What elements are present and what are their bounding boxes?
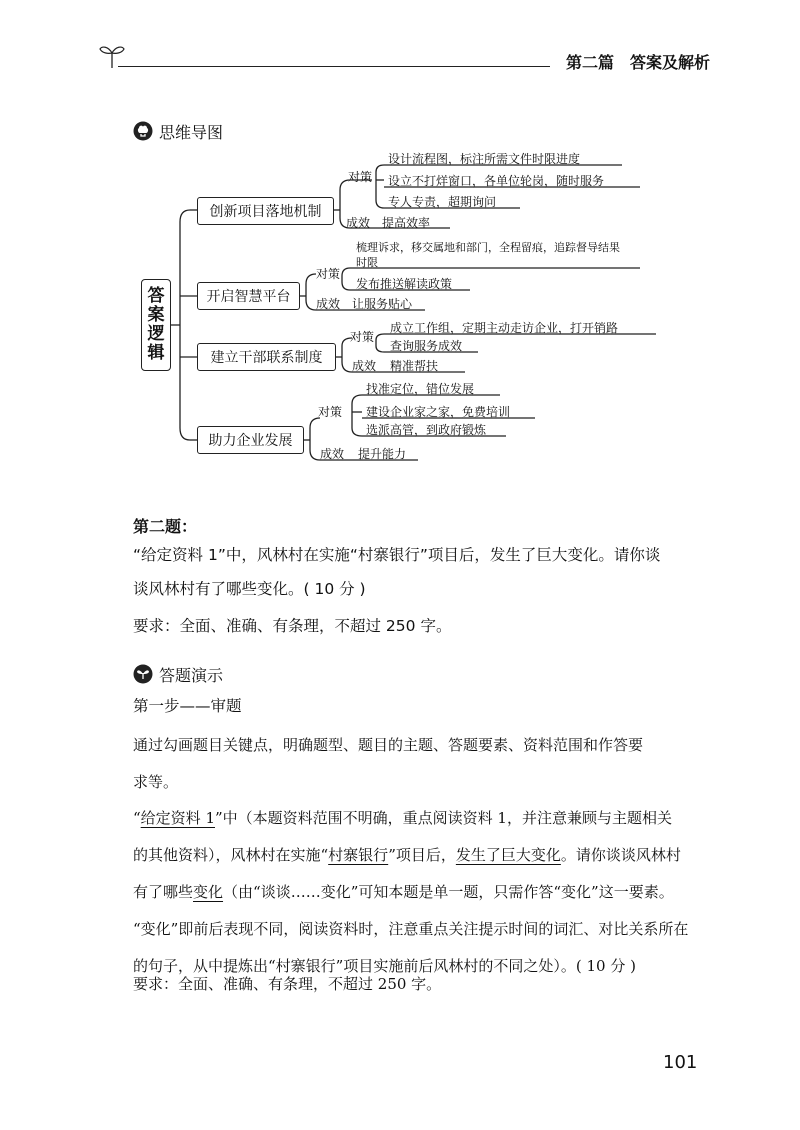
strategy-item: 找准定位，错位发展	[366, 382, 475, 396]
effect-item: 精准帮扶	[390, 359, 439, 373]
question-text	[133, 538, 713, 606]
effect-label: 成效	[346, 216, 371, 230]
mindmap-section-title: 思维导图	[159, 123, 224, 142]
p2-line-1	[133, 800, 733, 837]
p2-line-4: “变化”即前后表现不同，阅读资料时，注意重点关注提示时间的词汇、对比关系所在	[133, 920, 689, 938]
mindmap-branch-3	[197, 343, 336, 371]
underlined-keyword: 给定资料 1	[140, 809, 215, 827]
branch-label: 助力企业发展	[208, 433, 293, 449]
strategy-item: 专人专责，超期询问	[388, 195, 497, 209]
strategy-label: 对策	[318, 405, 343, 419]
text: 的其他资料），风林村在实施“	[133, 846, 329, 864]
effect-item: 提升能力	[358, 447, 407, 461]
mindmap-root	[141, 279, 171, 371]
strategy-item: 选派高管，到政府锻炼	[366, 423, 487, 437]
page-number: 101	[663, 1052, 698, 1073]
effect-item: 提高效率	[382, 216, 431, 230]
sprout-badge-icon	[133, 664, 153, 684]
text: 。请你谈谈风林村	[560, 846, 681, 864]
demo-paragraph-1	[133, 727, 713, 801]
strategy-label: 对策	[316, 267, 341, 281]
mindmap-root-label: 答案逻辑	[147, 286, 165, 363]
text: 有了哪些	[133, 883, 194, 901]
page-header-title: 第二篇 答案及解析	[566, 53, 711, 72]
demo-step: 第一步——审题	[133, 697, 242, 715]
question-line-1: “给定资料 1”中，风林村在实施“村寨银行”项目后，发生了巨大变化。请你谈	[133, 546, 661, 564]
underlined-keyword: 发生了巨大变化	[455, 846, 561, 864]
underlined-keyword: 变化	[193, 883, 224, 901]
effect-label: 成效	[320, 447, 345, 461]
strategy-label: 对策	[350, 330, 375, 344]
effect-item: 让服务贴心	[352, 297, 413, 311]
question-requirement: 要求：全面、准确、有条理，不超过 250 字。	[133, 617, 452, 635]
demo-section-title: 答题演示	[159, 666, 224, 685]
branch-label: 建立干部联系制度	[210, 350, 323, 366]
mindmap-branch-1	[197, 197, 334, 225]
effect-label: 成效	[352, 359, 377, 373]
p2-line-5: 的句子，从中提炼出“村寨银行”项目实施前后风林村的不同之处）。( 10 分 )	[133, 957, 636, 975]
strategy-item: 梳理诉求，移交属地和部门，全程留痕，追踪督导结果时限	[356, 241, 620, 269]
strategy-item: 发布推送解读政策	[356, 277, 453, 291]
strategy-label: 对策	[348, 170, 373, 184]
strategy-item: 成立工作组，定期主动走访企业，打开销路	[390, 321, 619, 335]
demo-requirement: 要求：全面、准确、有条理，不超过 250 字。	[133, 975, 442, 993]
text: （由“谈谈……变化”可知本题是单一题，只需作答“变化”这一要素。	[223, 883, 674, 901]
mindmap-branch-2	[197, 282, 300, 310]
p2-line-3	[133, 874, 733, 911]
strategy-item: 设立不打烊窗口，各单位轮岗，随时服务	[388, 174, 605, 188]
p2-line-2	[133, 837, 733, 874]
strategy-item: 设计流程图，标注所需文件时限进度	[388, 152, 581, 166]
question-line-2: 谈风林村有了哪些变化。( 10 分 )	[133, 580, 366, 598]
text: ”中（本题资料范围不明确，重点阅读资料 1，并注意兼顾与主题相关	[214, 809, 672, 827]
mindmap-branch-4	[197, 426, 304, 454]
demo-paragraph-2	[133, 800, 733, 985]
text: “	[133, 809, 141, 827]
branch-label: 开启智慧平台	[206, 289, 291, 305]
p1-line-1: 通过勾画题目关键点，明确题型、题目的主题、答题要素、资料范围和作答要	[133, 736, 644, 754]
underlined-keyword: 村寨银行	[328, 846, 389, 864]
effect-label: 成效	[316, 297, 341, 311]
strategy-item: 建设企业家之家，免费培训	[366, 405, 511, 419]
question-title: 第二题：	[133, 517, 198, 536]
branch-label: 创新项目落地机制	[209, 204, 322, 220]
strategy-item: 查询服务成效	[390, 339, 463, 353]
p1-line-2: 求等。	[133, 773, 179, 791]
text: ”项目后，	[388, 846, 456, 864]
